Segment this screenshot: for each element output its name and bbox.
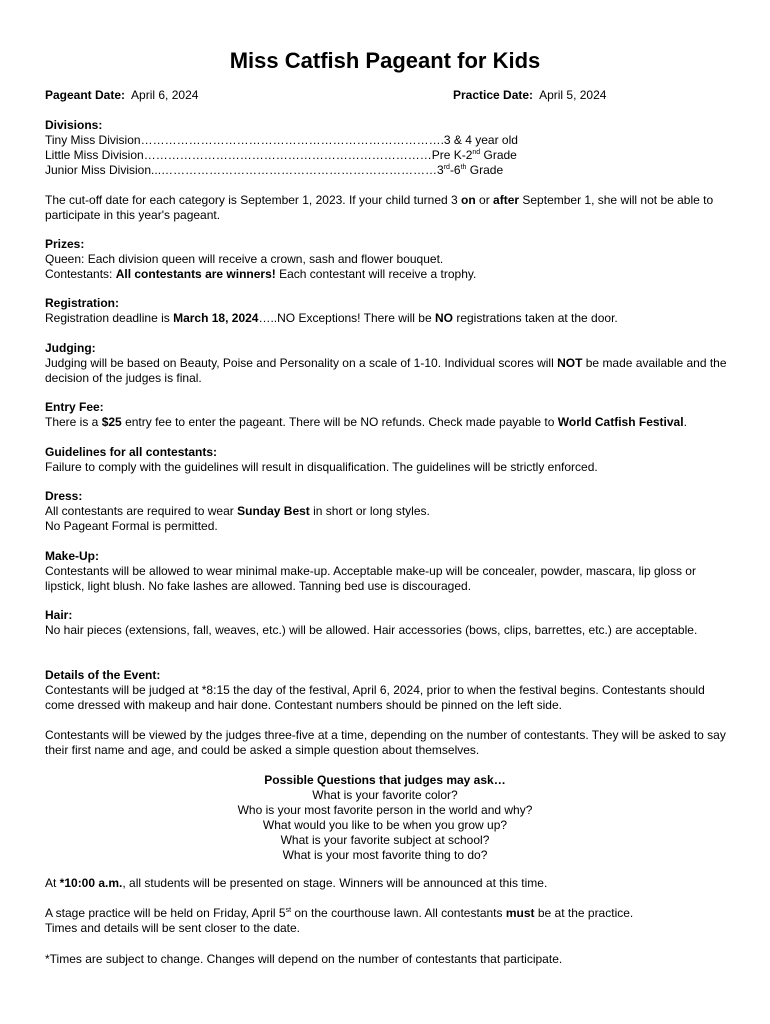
questions-section — [0, 773, 770, 862]
entry-fee-heading: Entry Fee: — [45, 400, 104, 414]
practice-date-value: April 5, 2024 — [539, 88, 607, 102]
cutoff-text-2: or — [475, 193, 494, 207]
divisions-section — [45, 118, 735, 178]
guidelines-text: Failure to comply with the guidelines will result in disqualification. The guidelines will be strictly enforced. — [45, 459, 598, 474]
registration-text-2: …..NO Exceptions! There will be — [258, 310, 435, 325]
practice-paragraph — [45, 906, 735, 936]
registration-section — [45, 296, 735, 326]
divisions-heading: Divisions: — [45, 118, 103, 132]
entry-fee-section — [45, 400, 735, 430]
prizes-winners: All contestants are winners! — [115, 266, 276, 281]
dress-text-2: in short or long styles. — [309, 503, 430, 518]
registration-text-3: registrations taken at the door. — [452, 310, 618, 325]
practice-sup: st — [285, 907, 292, 914]
details-paragraph-1: Contestants will be judged at *8:15 the day of the festival, April 6, 2024, prior to when the festival begins. Contestants should come dressed with makeup and hair done. Contestant numbers should be pinned on the left side. — [45, 682, 705, 712]
division-little-text: Little Miss Division………………………………………………………………Pre K-2 — [45, 147, 473, 162]
details-section — [45, 668, 735, 713]
prizes-queen: Queen: Each division queen will receive a crown, sash and flower bouquet. — [45, 251, 444, 266]
entry-payee: World Catfish Festival — [557, 414, 684, 429]
division-junior-mid: -6 — [449, 162, 461, 177]
dress-text-1: All contestants are required to wear — [45, 503, 238, 518]
prizes-contestants-label: Contestants: — [45, 266, 116, 281]
division-little-sup: nd — [472, 148, 481, 156]
dress-sunday-best: Sunday Best — [237, 503, 310, 518]
division-junior — [45, 163, 503, 177]
makeup-section — [45, 549, 735, 594]
prizes-section — [45, 237, 735, 282]
prizes-trophy: Each contestant will receive a trophy. — [275, 266, 477, 281]
hair-heading: Hair: — [45, 608, 73, 622]
judging-text-1: Judging will be based on Beauty, Poise and Personality on a scale of 1-10. Individual scores will — [45, 355, 558, 370]
question-item: What is your most favorite thing to do? — [282, 847, 488, 862]
practice-text-2: on the courthouse lawn. All contestants — [291, 906, 506, 920]
question-item: Who is your most favorite person in the world and why? — [237, 802, 533, 817]
presentation-paragraph — [45, 876, 735, 891]
dress-section — [45, 489, 735, 534]
practice-text-3: be at the practice. — [534, 906, 634, 920]
prizes-heading: Prizes: — [45, 237, 85, 251]
hair-section — [45, 608, 735, 638]
guidelines-section — [45, 445, 735, 475]
cutoff-text-3: September 1, she will not be able to participate in this year's pageant. — [45, 193, 714, 222]
division-little — [45, 148, 517, 162]
judging-not: NOT — [557, 355, 583, 370]
presentation-text-1: At — [45, 876, 60, 890]
division-little-grade: Grade — [480, 147, 517, 162]
document-title: Miss Catfish Pageant for Kids — [229, 48, 541, 73]
registration-deadline: March 18, 2024 — [173, 310, 259, 325]
judging-section — [45, 341, 735, 386]
details-heading: Details of the Event: — [45, 668, 161, 682]
cutoff-after: after — [493, 193, 520, 207]
details-paragraph-2: Contestants will be viewed by the judges three-five at a time, depending on the number of contestants. They will be asked to say their first name and age, and could be asked a simple question about themselves. — [45, 728, 726, 757]
pageant-date-label: Pageant Date: — [45, 88, 126, 102]
entry-text-3: . — [683, 414, 687, 429]
practice-must: must — [505, 906, 535, 920]
cutoff-paragraph — [45, 193, 735, 223]
cutoff-text-1: The cut-off date for each category is September 1, 2023. If your child turned 3 — [45, 193, 462, 207]
makeup-heading: Make-Up: — [45, 549, 100, 563]
question-item: What would you like to be when you grow up? — [262, 817, 508, 832]
practice-date-label: Practice Date: — [453, 88, 534, 102]
judging-heading: Judging: — [45, 341, 96, 355]
question-item: What is your favorite subject at school? — [280, 832, 490, 847]
registration-no: NO — [434, 310, 453, 325]
registration-heading: Registration: — [45, 296, 120, 310]
practice-text-1: A stage practice will be held on Friday, April 5 — [45, 906, 286, 920]
guidelines-heading: Guidelines for all contestants: — [45, 445, 218, 459]
cutoff-on: on — [461, 193, 476, 207]
question-item: What is your favorite color? — [312, 787, 458, 802]
registration-text-1: Registration deadline is — [45, 310, 174, 325]
practice-line-2: Times and details will be sent closer to the date. — [45, 920, 301, 935]
practice-date — [453, 88, 770, 103]
makeup-text: Contestants will be allowed to wear minimal make-up. Acceptable make-up will be concealer, powder, mascara, lip gloss or lipstick, light blush. No fake lashes are allowed. Tanning bed use is discouraged. — [45, 563, 696, 593]
division-junior-sup1: rd — [443, 163, 450, 171]
dress-heading: Dress: — [45, 489, 83, 503]
presentation-time: *10:00 a.m. — [59, 876, 123, 890]
entry-fee-amount: $25 — [101, 414, 122, 429]
presentation-text-2: , all students will be presented on stage. Winners will be announced at this time. — [122, 876, 548, 890]
division-tiny: Tiny Miss Division………………………………………………………………….3 & 4 year old — [45, 132, 518, 147]
judging-text-2: be made available and the decision of the judges is final. — [45, 355, 727, 385]
prizes-contestants — [45, 267, 476, 281]
questions-heading: Possible Questions that judges may ask… — [264, 773, 506, 787]
pageant-date-value: April 6, 2024 — [131, 88, 199, 102]
division-junior-text: Junior Miss Division...……………………………………………………………3 — [45, 162, 444, 177]
hair-text: No hair pieces (extensions, fall, weaves, etc.) will be allowed. Hair accessories (bows, clips, barrettes, etc.) are acceptable. — [45, 622, 698, 637]
division-junior-grade: Grade — [466, 162, 504, 177]
dress-line-2: No Pageant Formal is permitted. — [45, 518, 218, 533]
division-junior-sup2: th — [460, 163, 467, 171]
footnote: *Times are subject to change. Changes will depend on the number of contestants that participate. — [45, 952, 563, 966]
entry-text-1: There is a — [45, 414, 102, 429]
entry-text-2: entry fee to enter the pageant. There will be NO refunds. Check made payable to — [121, 414, 558, 429]
